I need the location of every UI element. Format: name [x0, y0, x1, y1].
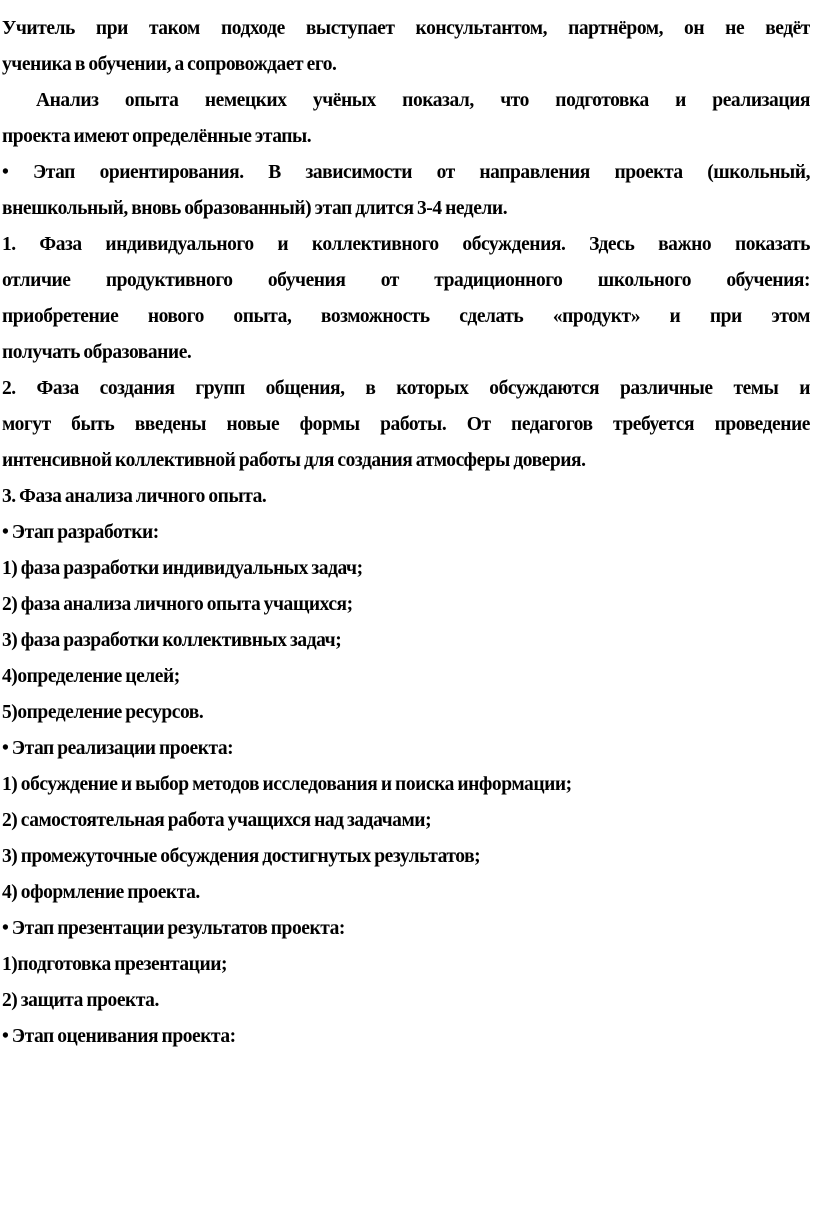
list-item: 2) фаза анализа личного опыта учащихся;	[2, 594, 353, 615]
text-line: интенсивной коллективной работы для создания атмосферы доверия.	[2, 450, 586, 471]
list-item: 4) оформление проекта.	[2, 882, 200, 903]
text-line: могут быть введены новые формы работы. От педагогов требуется проведение	[2, 414, 810, 435]
list-item: 4)определение целей;	[2, 666, 180, 687]
text-line: ученика в обучении, а сопровождает его.	[2, 54, 337, 75]
list-item: 1) обсуждение и выбор методов исследования и поиска информации;	[2, 774, 572, 795]
stage-heading: • Этап разработки:	[2, 522, 159, 543]
text-line: приобретение нового опыта, возможность сделать «продукт» и при этом	[2, 306, 810, 327]
list-item: 3) фаза разработки коллективных задач;	[2, 630, 342, 651]
text-line: отличие продуктивного обучения от традиционного школьного обучения:	[2, 270, 810, 291]
stage-heading: • Этап презентации результатов проекта:	[2, 918, 345, 939]
list-item: 1) фаза разработки индивидуальных задач;	[2, 558, 363, 579]
list-item: 5)определение ресурсов.	[2, 702, 204, 723]
stage-heading: • Этап реализации проекта:	[2, 738, 234, 759]
phase-item: 1. Фаза индивидуального и коллективного обсуждения. Здесь важно показать	[2, 234, 810, 255]
paragraph-first-line: Анализ опыта немецких учёных показал, что подготовка и реализация	[36, 90, 810, 111]
text-line: Учитель при таком подходе выступает консультантом, партнёром, он не ведёт	[2, 18, 810, 39]
list-item: 1)подготовка презентации;	[2, 954, 228, 975]
text-line: проекта имеют определённые этапы.	[2, 126, 312, 147]
list-item: 2) самостоятельная работа учащихся над задачами;	[2, 810, 432, 831]
text-line: внешкольный, вновь образованный) этап длится 3-4 недели.	[2, 198, 508, 219]
phase-item: 3. Фаза анализа личного опыта.	[2, 486, 267, 507]
list-item: 3) промежуточные обсуждения достигнутых результатов;	[2, 846, 481, 867]
text-line: получать образование.	[2, 342, 192, 363]
list-item: 2) защита проекта.	[2, 990, 159, 1011]
phase-item: 2. Фаза создания групп общения, в которых обсуждаются различные темы и	[2, 378, 810, 399]
stage-heading: • Этап ориентирования. В зависимости от направления проекта (школьный,	[2, 162, 810, 183]
stage-heading: • Этап оценивания проекта:	[2, 1026, 236, 1047]
